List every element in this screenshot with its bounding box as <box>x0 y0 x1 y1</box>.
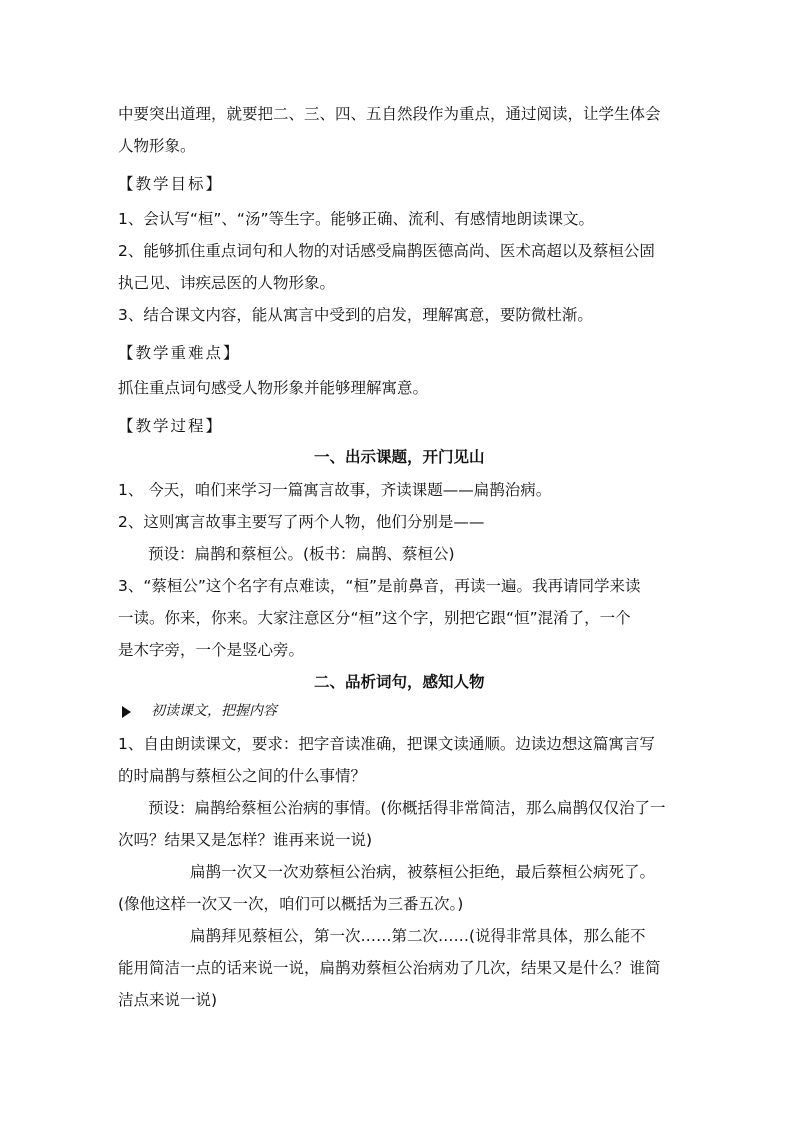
section-2-preset-3-line-3: 洁点来说一说) <box>118 991 218 1009</box>
section-1-item-3-line-2: 一读。你来，你来。大家注意区分“桓”这个字，别把它跟“恒”混淆了，一个 <box>118 609 631 627</box>
section-2-item-1-line-1: 1、自由朗读课文，要求：把字音读准确，把课文读通顺。边读边想这篇寓言写 <box>118 735 655 753</box>
goal-2-line-1: 2、能够抓住重点词句和人物的对话感受扁鹊医德高尚、医术高超以及蔡桓公固 <box>118 242 655 260</box>
section-2-preset-2-line-2: (像他这样一次又一次，咱们可以概括为三番五次。) <box>118 895 464 913</box>
intro-paragraph <box>118 98 674 162</box>
section-1-item-1: 1、 今天，咱们来学习一篇寓言故事，齐读课题——扁鹊治病。 <box>118 481 552 499</box>
section-2-bullet-text: 初读课文，把握内容 <box>151 703 277 719</box>
document-page <box>118 98 674 1016</box>
goals-heading: 【教学目标】 <box>118 175 224 193</box>
goal-2-line-2: 执己见、讳疾忌医的人物形象。 <box>118 274 336 292</box>
section-2-preset-3-line-2: 能用简洁一点的话来说一说，扁鹊劝蔡桓公治病劝了几次，结果又是什么？谁简 <box>118 959 661 977</box>
goal-1: 1、会认写“桓”、“汤”等生字。能够正确、流利、有感情地朗读课文。 <box>118 210 594 228</box>
section-1-item-3-line-3: 是木字旁，一个是竖心旁。 <box>118 641 305 659</box>
process-heading: 【教学过程】 <box>118 417 224 435</box>
arrow-bullet-icon <box>122 706 131 718</box>
section-2-bullet <box>118 699 674 724</box>
section-2-title: 二、品析词句，感知人物 <box>314 673 485 691</box>
section-2-preset-2-line-1: 扁鹊一次又一次劝蔡桓公治病，被蔡桓公拒绝，最后蔡桓公病死了。 <box>190 863 656 881</box>
section-2-item-1-line-2: 的时扁鹊与蔡桓公之间的什么事情？ <box>118 767 367 785</box>
intro-line-1: 中要突出道理，就要把二、三、四、五自然段作为重点，通过阅读，让学生体会 <box>118 105 661 123</box>
difficulty-heading: 【教学重难点】 <box>118 344 241 362</box>
section-1-item-2: 2、这则寓言故事主要写了两个人物，他们分别是—— <box>118 513 485 531</box>
intro-line-2: 人物形象。 <box>118 137 196 155</box>
section-2-preset-1-line-1: 预设：扁鹊给蔡桓公治病的事情。(你概括得非常简洁，那么扁鹊仅仅治了一 <box>148 799 666 817</box>
section-1-item-3-line-1: 3、“蔡桓公”这个名字有点难读，“桓”是前鼻音，再读一遍。我再请同学来读 <box>118 577 641 595</box>
section-1-item-2-preset: 预设：扁鹊和蔡桓公。(板书：扁鹊、蔡桓公) <box>148 545 455 563</box>
section-1-title: 一、出示课题，开门见山 <box>314 448 485 466</box>
section-2-preset-1-line-2: 次吗？结果又是怎样？谁再来说一说) <box>118 831 373 849</box>
difficulty-text: 抓住重点词句感受人物形象并能够理解寓意。 <box>118 379 429 397</box>
section-2-preset-3-line-1: 扁鹊拜见蔡桓公，第一次……第二次……(说得非常具体，那么能不 <box>190 927 646 945</box>
goal-3: 3、结合课文内容，能从寓言中受到的启发，理解寓意，要防微杜渐。 <box>118 306 593 324</box>
